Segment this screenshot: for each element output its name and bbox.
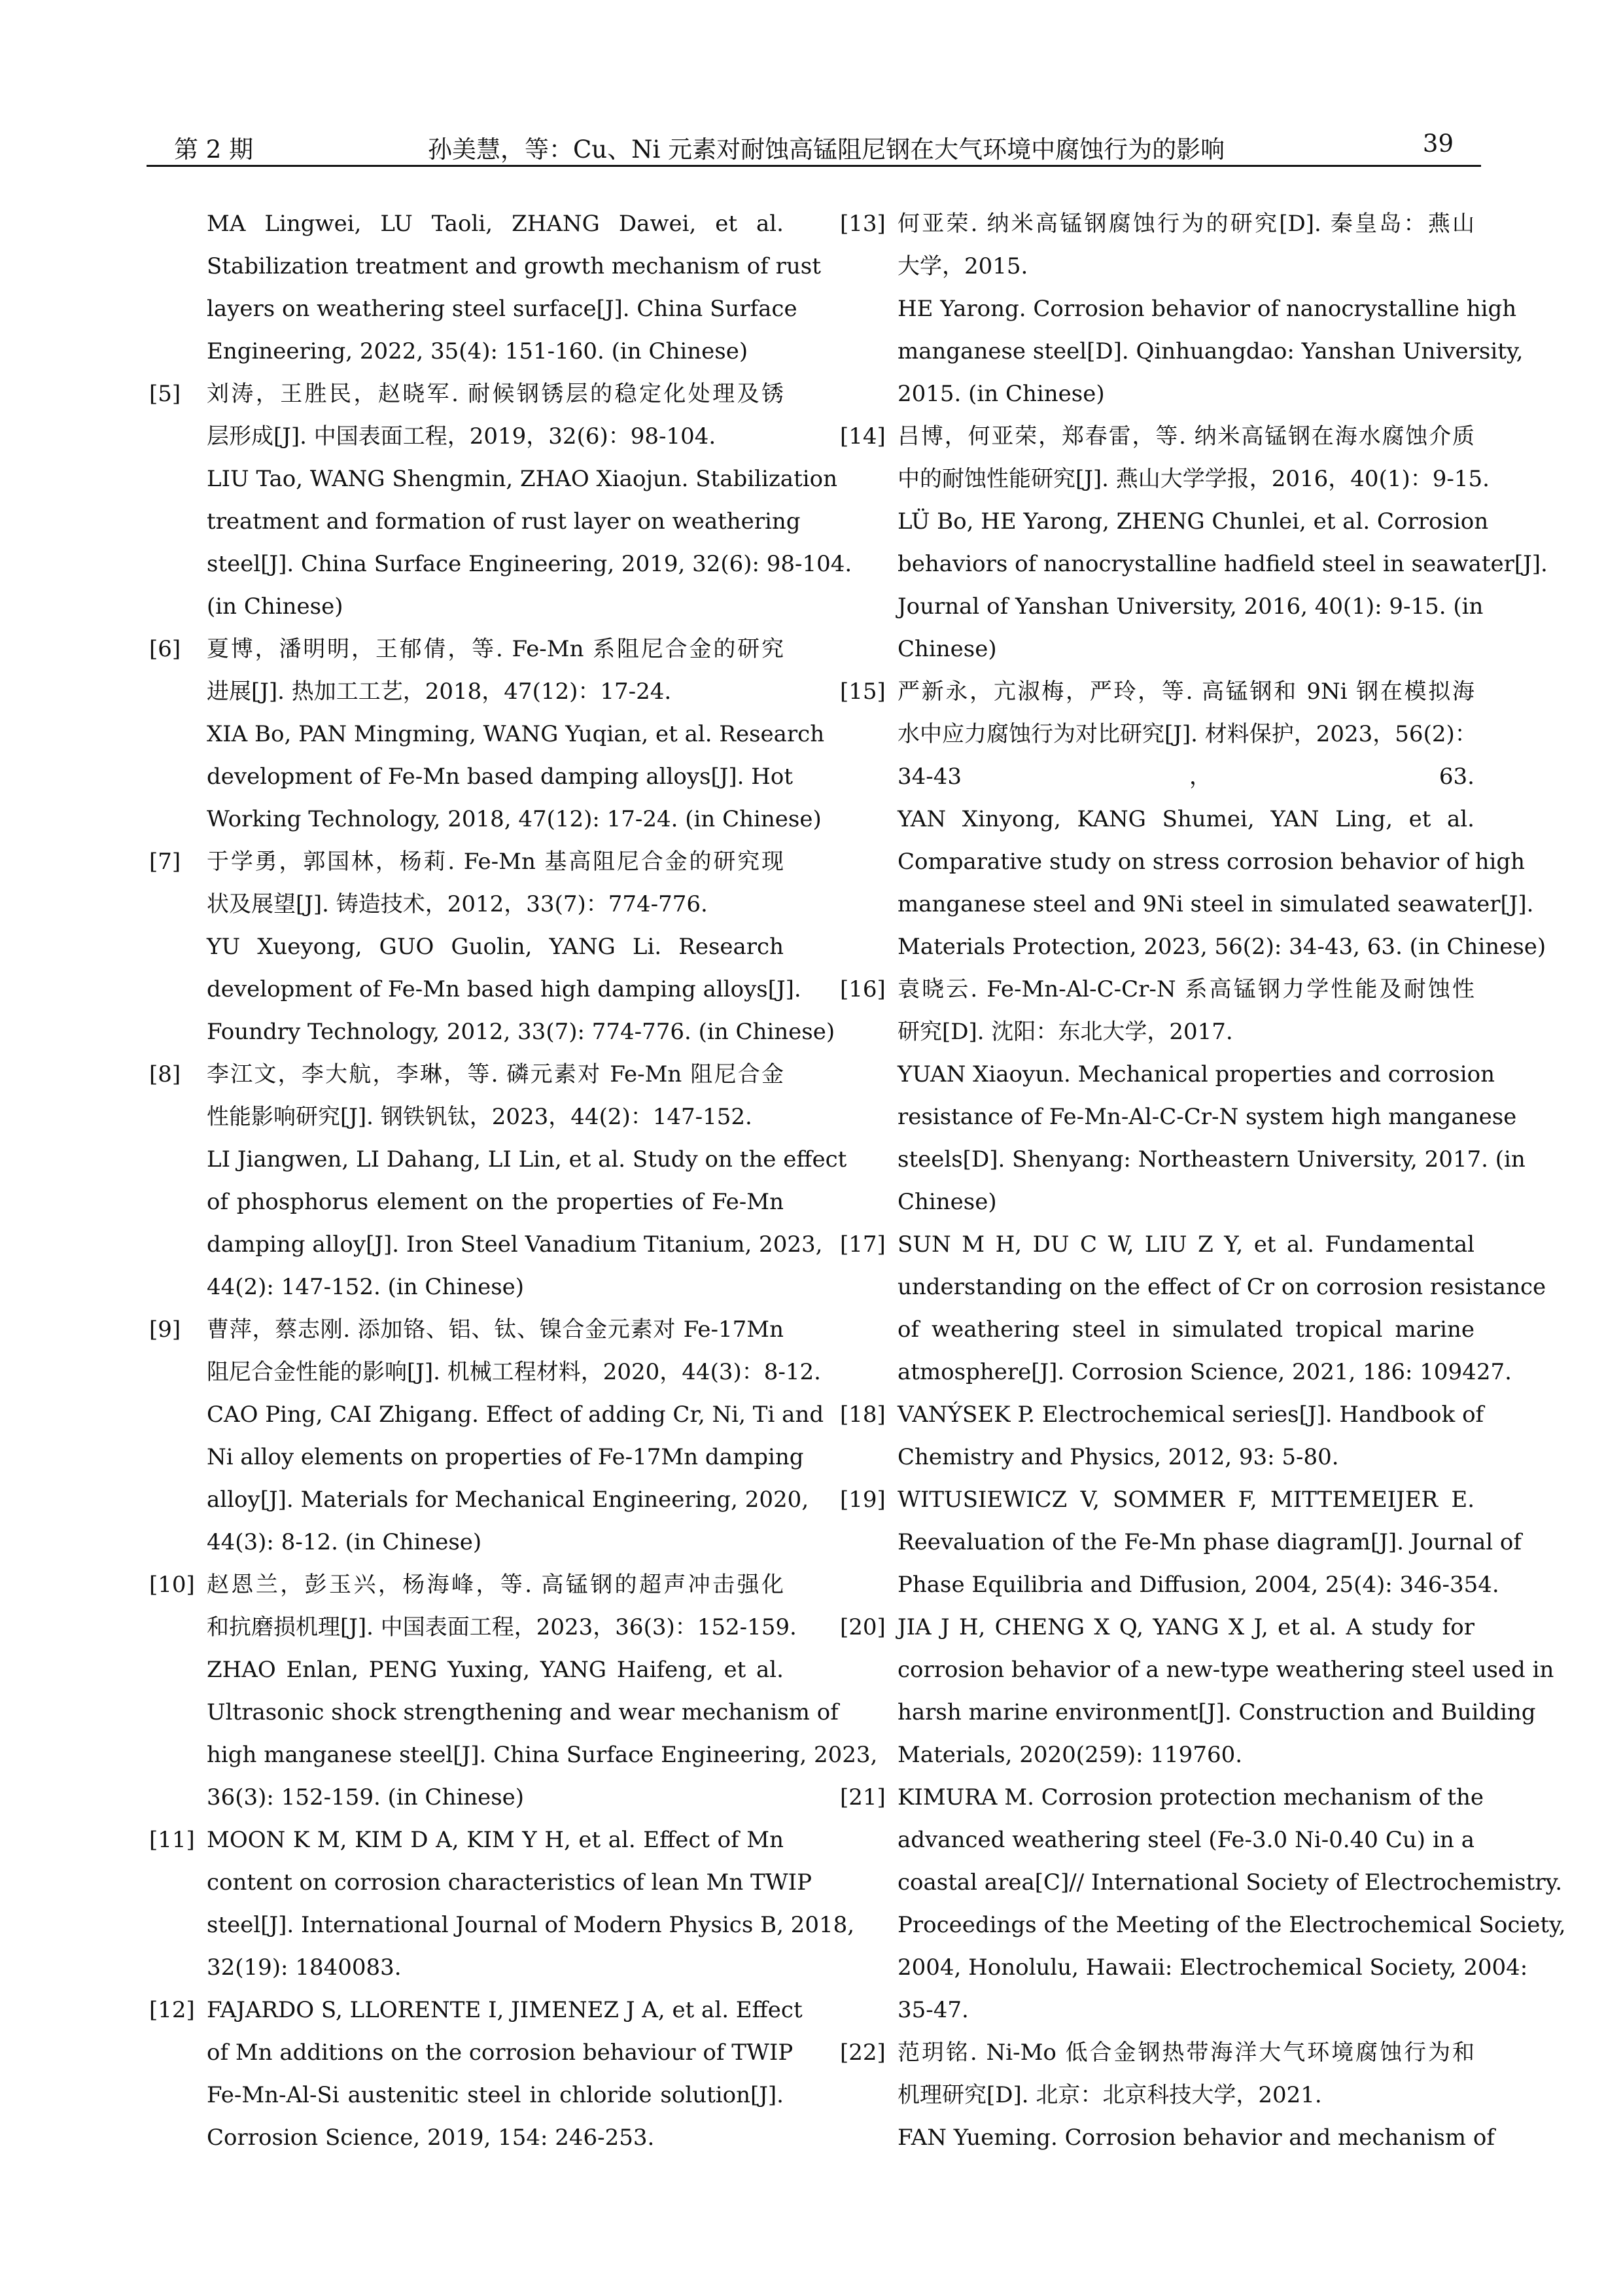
reference-line: manganese steel[D]. Qinhuangdao: Yanshan University, — [898, 338, 1524, 364]
reference-line: damping alloy[J]. Iron Steel Vanadium Titanium, 2023, — [207, 1231, 823, 1258]
reference-entry — [149, 1989, 803, 2159]
reference-line: XIA Bo, PAN Mingming, WANG Yuqian, et al. Research — [207, 721, 825, 747]
reference-entry — [840, 2032, 1495, 2159]
reference-line: 32(19): 1840083. — [207, 1954, 402, 1981]
reference-number: [17] — [840, 1231, 886, 1258]
reference-number: [7] — [149, 849, 181, 875]
reference-entry — [149, 1819, 855, 1989]
reference-line: Corrosion Science, 2019, 154: 246-253. — [207, 2125, 655, 2151]
reference-line: 机理研究[D]. 北京：北京科技大学，2021. — [898, 2082, 1322, 2108]
reference-number: [10] — [149, 1572, 195, 1598]
reference-line: YUAN Xiaoyun. Mechanical properties and corrosion — [898, 1061, 1495, 1087]
reference-line: SUN M H, DU C W, LIU Z Y, et al. Fundamental — [898, 1231, 1475, 1258]
reference-number: [14] — [840, 423, 886, 450]
reference-line: 和抗磨损机理[J]. 中国表面工程，2023，36(3)：152-159. — [207, 1614, 797, 1640]
reference-entry — [149, 628, 825, 841]
reference-line: CAO Ping, CAI Zhigang. Effect of adding Cr, Ni, Ti and — [207, 1402, 824, 1428]
reference-entry — [840, 968, 1526, 1224]
reference-line: Ni alloy elements on properties of Fe-17Mn damping — [207, 1444, 804, 1470]
reference-line: 于学勇，郭国林，杨莉. Fe-Mn 基高阻尼合金的研究现 — [207, 849, 784, 875]
reference-line: of Mn additions on the corrosion behaviour of TWIP — [207, 2040, 794, 2066]
reference-number: [22] — [840, 2040, 886, 2066]
reference-line: Ultrasonic shock strengthening and wear mechanism of — [207, 1699, 839, 1725]
reference-line: Journal of Yanshan University, 2016, 40(1): 9-15. (in — [898, 593, 1484, 620]
reference-entry — [840, 671, 1546, 968]
reference-line: treatment and formation of rust layer on weathering — [207, 508, 801, 535]
reference-line: MOON K M, KIM D A, KIM Y H, et al. Effect of Mn — [207, 1827, 784, 1853]
reference-number: [19] — [840, 1487, 886, 1513]
reference-entry — [840, 1776, 1566, 2032]
reference-line: coastal area[C]// International Society of Electrochemistry. — [898, 1869, 1563, 1896]
reference-line: JIA J H, CHENG X Q, YANG X J, et al. A study for — [898, 1614, 1475, 1640]
reference-line: YAN Xinyong, KANG Shumei, YAN Ling, et al. — [898, 806, 1475, 832]
reference-line: LIU Tao, WANG Shengmin, ZHAO Xiaojun. Stabilization — [207, 466, 837, 492]
reference-line: 2004, Honolulu, Hawaii: Electrochemical Society, 2004: — [898, 1954, 1528, 1981]
reference-number: [20] — [840, 1614, 886, 1640]
reference-line: steel[J]. International Journal of Modern Physics B, 2018, — [207, 1912, 855, 1938]
reference-line: LÜ Bo, HE Yarong, ZHENG Chunlei, et al. Corrosion — [898, 508, 1489, 535]
reference-line: steel[J]. China Surface Engineering, 2019, 32(6): 98-104. — [207, 551, 852, 577]
reference-line: MA Lingwei, LU Taoli, ZHANG Dawei, et al. — [207, 211, 784, 237]
issue-number: 第 2 期 — [174, 135, 254, 164]
reference-number: [6] — [149, 636, 181, 662]
reference-entry — [840, 1224, 1546, 1394]
reference-line: YU Xueyong, GUO Guolin, YANG Li. Research — [207, 934, 784, 960]
reference-line: 水中应力腐蚀行为对比研究[J]. 材料保护，2023，56(2)： — [898, 721, 1477, 747]
reference-line: ZHAO Enlan, PENG Yuxing, YANG Haifeng, et al. — [207, 1657, 784, 1683]
reference-line: of phosphorus element on the properties of Fe-Mn — [207, 1189, 784, 1215]
reference-entry — [149, 1309, 824, 1564]
reference-line: HE Yarong. Corrosion behavior of nanocrystalline high — [898, 296, 1517, 322]
reference-line: 36(3): 152-159. (in Chinese) — [207, 1784, 525, 1810]
reference-entry — [149, 373, 852, 628]
reference-line: development of Fe-Mn based high damping alloys[J]. — [207, 976, 801, 1002]
reference-line: 层形成[J]. 中国表面工程，2019，32(6)：98-104. — [207, 423, 716, 450]
reference-line: Stabilization treatment and growth mechanism of rust — [207, 253, 821, 279]
reference-line: 赵恩兰，彭玉兴，杨海峰，等. 高锰钢的超声冲击强化 — [207, 1572, 784, 1598]
reference-line: 刘涛，王胜民，赵晓军. 耐候钢锈层的稳定化处理及锈 — [207, 381, 784, 407]
reference-line: Reevaluation of the Fe-Mn phase diagram[J]. Journal of — [898, 1529, 1522, 1555]
reference-line: Phase Equilibria and Diffusion, 2004, 25(4): 346-354. — [898, 1572, 1499, 1598]
reference-entry — [840, 415, 1548, 671]
running-header — [147, 123, 1481, 169]
reference-line: 44(2): 147-152. (in Chinese) — [207, 1274, 525, 1300]
reference-entry — [149, 1564, 878, 1819]
reference-continuation — [149, 203, 821, 373]
reference-line: 夏博，潘明明，王郁倩，等. Fe-Mn 系阻尼合金的研究 — [207, 636, 784, 662]
reference-line: 李江文，李大航，李琳，等. 磷元素对 Fe-Mn 阻尼合金 — [207, 1061, 784, 1087]
reference-line: Chemistry and Physics, 2012, 93: 5-80. — [898, 1444, 1339, 1470]
reference-line: 状及展望[J]. 铸造技术，2012，33(7)：774-776. — [207, 891, 708, 917]
reference-number: [16] — [840, 976, 886, 1002]
reference-entry — [840, 1394, 1484, 1479]
reference-line: 44(3): 8-12. (in Chinese) — [207, 1529, 482, 1555]
reference-line: 吕博，何亚荣，郑春雷，等. 纳米高锰钢在海水腐蚀介质 — [898, 423, 1475, 450]
reference-line: FAJARDO S, LLORENTE I, JIMENEZ J A, et al. Effect — [207, 1997, 803, 2023]
reference-entry — [149, 1053, 847, 1309]
reference-line: 研究[D]. 沈阳：东北大学，2017. — [898, 1019, 1233, 1045]
reference-entry — [840, 203, 1524, 415]
running-title: 孙美慧，等：Cu、Ni 元素对耐蚀高锰阻尼钢在大气环境中腐蚀行为的影响 — [428, 135, 1225, 164]
reference-line: 性能影响研究[J]. 钢铁钒钛，2023，44(2)：147-152. — [207, 1104, 752, 1130]
reference-line: development of Fe-Mn based damping alloys[J]. Hot — [207, 764, 794, 790]
reference-line: layers on weathering steel surface[J]. China Surface — [207, 296, 797, 322]
reference-entry — [149, 841, 835, 1053]
reference-line: manganese steel and 9Ni steel in simulated seawater[J]. — [898, 891, 1534, 917]
reference-number: [5] — [149, 381, 181, 407]
reference-line: 严新永，亢淑梅，严玲，等. 高锰钢和 9Ni 钢在模拟海 — [898, 679, 1475, 705]
reference-line: 大学，2015. — [898, 253, 1028, 279]
reference-line: atmosphere[J]. Corrosion Science, 2021, 186: 109427. — [898, 1359, 1512, 1385]
reference-line: resistance of Fe-Mn-Al-C-Cr-N system high manganese — [898, 1104, 1517, 1130]
reference-line: behaviors of nanocrystalline hadfield steel in seawater[J]. — [898, 551, 1548, 577]
reference-line: corrosion behavior of a new-type weathering steel used in — [898, 1657, 1554, 1683]
reference-line: 2015. (in Chinese) — [898, 381, 1105, 407]
reference-line: Comparative study on stress corrosion behavior of high — [898, 849, 1526, 875]
reference-line: 袁晓云. Fe-Mn-Al-C-Cr-N 系高锰钢力学性能及耐蚀性 — [898, 976, 1475, 1002]
reference-line: Foundry Technology, 2012, 33(7): 774-776. (in Chinese) — [207, 1019, 835, 1045]
reference-line: KIMURA M. Corrosion protection mechanism of the — [898, 1784, 1484, 1810]
reference-number: [18] — [840, 1402, 886, 1428]
reference-entry — [840, 1606, 1554, 1776]
reference-line: alloy[J]. Materials for Mechanical Engineering, 2020, — [207, 1487, 809, 1513]
reference-line: VANÝSEK P. Electrochemical series[J]. Handbook of — [898, 1402, 1484, 1428]
reference-line: Proceedings of the Meeting of the Electrochemical Society, — [898, 1912, 1566, 1938]
reference-line: LI Jiangwen, LI Dahang, LI Lin, et al. Study on the effect — [207, 1146, 847, 1173]
reference-number: [11] — [149, 1827, 195, 1853]
reference-line: content on corrosion characteristics of lean Mn TWIP — [207, 1869, 812, 1896]
reference-line: of weathering steel in simulated tropical marine — [898, 1316, 1475, 1343]
reference-number: [15] — [840, 679, 886, 705]
reference-line: Fe-Mn-Al-Si austenitic steel in chloride solution[J]. — [207, 2082, 784, 2108]
reference-line: (in Chinese) — [207, 593, 343, 620]
reference-line: Chinese) — [898, 1189, 997, 1215]
reference-entry — [840, 1479, 1522, 1606]
references-right-column — [840, 203, 1566, 2159]
reference-line: 范玥铭. Ni-Mo 低合金钢热带海洋大气环境腐蚀行为和 — [898, 2040, 1475, 2066]
reference-line: Materials Protection, 2023, 56(2): 34-43, 63. (in Chinese) — [898, 934, 1546, 960]
page-number: 39 — [1422, 130, 1454, 158]
reference-number: [13] — [840, 211, 886, 237]
reference-line: 曹萍，蔡志刚. 添加铬、铝、钛、镍合金元素对 Fe-17Mn — [207, 1316, 784, 1343]
reference-line: Engineering, 2022, 35(4): 151-160. (in Chinese) — [207, 338, 748, 364]
reference-number: [8] — [149, 1061, 181, 1087]
reference-line: steels[D]. Shenyang: Northeastern University, 2017. (in — [898, 1146, 1526, 1173]
reference-number: [12] — [149, 1997, 195, 2023]
reference-line: Chinese) — [898, 636, 997, 662]
reference-line: Working Technology, 2018, 47(12): 17-24. (in Chinese) — [207, 806, 822, 832]
reference-line: 34-43，63. — [898, 764, 1475, 790]
reference-line: Materials, 2020(259): 119760. — [898, 1742, 1243, 1768]
reference-number: [21] — [840, 1784, 886, 1810]
reference-line: 中的耐蚀性能研究[J]. 燕山大学学报，2016，40(1)：9-15. — [898, 466, 1490, 492]
reference-line: high manganese steel[J]. China Surface Engineering, 2023, — [207, 1742, 878, 1768]
reference-line: advanced weathering steel (Fe-3.0 Ni-0.40 Cu) in a — [898, 1827, 1475, 1853]
header-rule — [147, 165, 1481, 167]
reference-line: 阻尼合金性能的影响[J]. 机械工程材料，2020，44(3)：8-12. — [207, 1359, 821, 1385]
reference-line: 进展[J]. 热加工工艺，2018，47(12)：17-24. — [207, 679, 672, 705]
reference-line: 何亚荣. 纳米高锰钢腐蚀行为的研究[D]. 秦皇岛：燕山 — [898, 211, 1475, 237]
reference-line: WITUSIEWICZ V, SOMMER F, MITTEMEIJER E. — [898, 1487, 1475, 1513]
reference-line: 35-47. — [898, 1997, 969, 2023]
reference-line: understanding on the effect of Cr on corrosion resistance — [898, 1274, 1546, 1300]
reference-number: [9] — [149, 1316, 181, 1343]
reference-line: FAN Yueming. Corrosion behavior and mechanism of — [898, 2125, 1495, 2151]
reference-line: harsh marine environment[J]. Construction and Building — [898, 1699, 1536, 1725]
